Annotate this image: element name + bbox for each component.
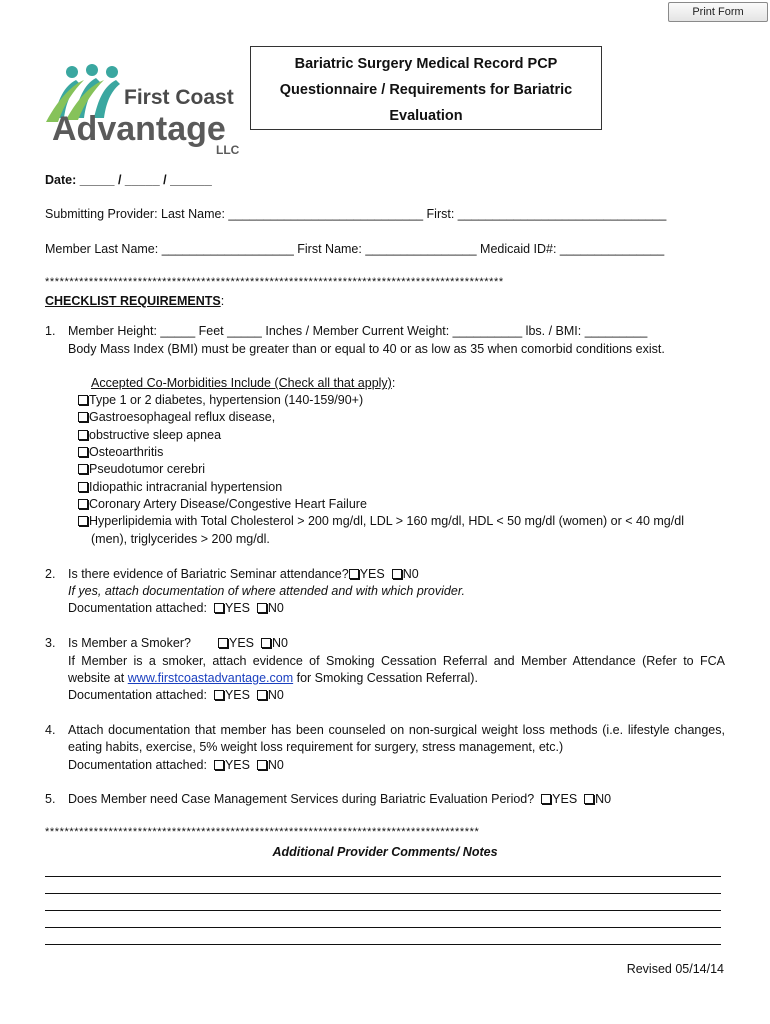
logo-text-advantage: Advantage [52,110,226,148]
title-line-3: Evaluation [389,108,463,124]
checklist-heading: CHECKLIST REQUIREMENTS: [45,294,225,308]
no-checkbox[interactable] [257,690,267,700]
item-5-number: 5. [45,792,56,806]
comorbidity-item[interactable]: Hyperlipidemia with Total Cholesterol > 200 mg/dl, LDL > 160 mg/dl, HDL < 50 mg/dl (women) or < 40 mg/dl [78,514,684,528]
logo-text-first-coast: First Coast [124,86,234,109]
item-4-number: 4. [45,723,56,737]
checkbox[interactable] [78,464,88,474]
comorbidity-item-continued: (men), triglycerides > 200 mg/dl. [91,532,270,546]
item-2-documentation: Documentation attached: YES N0 [68,601,284,615]
comorbidities-heading: Accepted Co-Morbidities Include (Check all that apply): [91,376,396,390]
yes-checkbox[interactable] [218,638,228,648]
comorbidity-item[interactable]: Idiopathic intracranial hypertension [78,480,282,494]
checkbox[interactable] [78,430,88,440]
item-3-options: YES N0 [218,636,288,650]
checkbox[interactable] [78,412,88,422]
title-line-2: Questionnaire / Requirements for Bariatric [279,82,573,98]
comorbidity-item[interactable]: Gastroesophageal reflux disease, [78,410,275,424]
no-checkbox[interactable] [584,794,594,804]
yes-checkbox[interactable] [214,760,224,770]
comment-line[interactable] [45,910,721,911]
yes-checkbox[interactable] [214,690,224,700]
checkbox[interactable] [78,482,88,492]
first-coast-advantage-logo [40,60,250,160]
no-checkbox[interactable] [257,603,267,613]
item-4-documentation: Documentation attached: YES N0 [68,758,284,772]
item-2-note: If yes, attach documentation of where attended and with which provider. [68,584,465,598]
comments-heading: Additional Provider Comments/ Notes [272,845,498,859]
item-3-question: Is Member a Smoker? [68,636,191,650]
item-2-number: 2. [45,567,56,581]
checkbox[interactable] [78,516,88,526]
item-1-number: 1. [45,324,56,338]
item-3-number: 3. [45,636,56,650]
comment-line[interactable] [45,893,721,894]
form-title-box [250,46,602,130]
comorbidity-item[interactable]: Pseudotumor cerebri [78,462,205,476]
revision-date: Revised 05/14/14 [626,962,724,976]
item-4-line-1: Attach documentation that member has been counseled on non-surgical weight loss methods (i.e. lifestyle changes, [68,723,725,737]
logo-text-llc: LLC [216,143,240,157]
comorbidity-item[interactable]: Osteoarthritis [78,445,163,459]
item-4-line-2: eating habits, exercise, 5% weight loss requirement for surgery, stress management, etc.) [68,740,564,754]
comment-line[interactable] [45,944,721,945]
no-checkbox[interactable] [257,760,267,770]
item-3-website-line: website at www.firstcoastadvantage.com for Smoking Cessation Referral). [68,671,478,685]
item-3-smoker-instructions: If Member is a smoker, attach evidence of Smoking Cessation Referral and Member Attendance (Refer to FCA [68,654,725,668]
comorbidity-item[interactable]: Coronary Artery Disease/Congestive Heart Failure [78,497,367,511]
item-1-bmi-note: Body Mass Index (BMI) must be greater than or equal to 40 or as low as 35 when comorbid conditions exist. [68,342,665,356]
comment-line[interactable] [45,927,721,928]
print-form-button[interactable]: Print Form [668,2,768,22]
submitting-provider-field[interactable]: Submitting Provider: Last Name: ____________________________ First: ______________________________ [45,207,667,221]
separator-stars-top: ********************************************************************************************** [45,276,504,288]
date-field[interactable]: Date: _____ / _____ / ______ [45,173,212,187]
item-2-question: Is there evidence of Bariatric Seminar attendance? YES N0 [68,567,419,581]
comorbidity-item[interactable]: obstructive sleep apnea [78,428,221,442]
comorbidity-item[interactable]: Type 1 or 2 diabetes, hypertension (140-159/90+) [78,393,363,407]
item-5-question: Does Member need Case Management Services during Bariatric Evaluation Period? YES N0 [68,792,612,806]
item-3-documentation: Documentation attached: YES N0 [68,688,284,702]
checkbox[interactable] [78,395,88,405]
yes-checkbox[interactable] [214,603,224,613]
comment-line[interactable] [45,876,721,877]
member-info-field[interactable]: Member Last Name: ___________________ First Name: ________________ Medicaid ID#: _______________ [45,242,665,256]
title-line-1: Bariatric Surgery Medical Record PCP [294,56,558,72]
no-checkbox[interactable] [392,569,402,579]
checkbox[interactable] [78,447,88,457]
yes-checkbox[interactable] [541,794,551,804]
fca-website-link[interactable]: www.firstcoastadvantage.com [127,671,294,685]
checkbox[interactable] [78,499,88,509]
no-checkbox[interactable] [261,638,271,648]
yes-checkbox[interactable] [349,569,359,579]
separator-stars-bottom: ***************************************************************************************** [45,826,480,838]
item-1-measurements[interactable]: Member Height: _____ Feet _____ Inches / Member Current Weight: __________ lbs. / BMI: _________ [68,324,648,338]
